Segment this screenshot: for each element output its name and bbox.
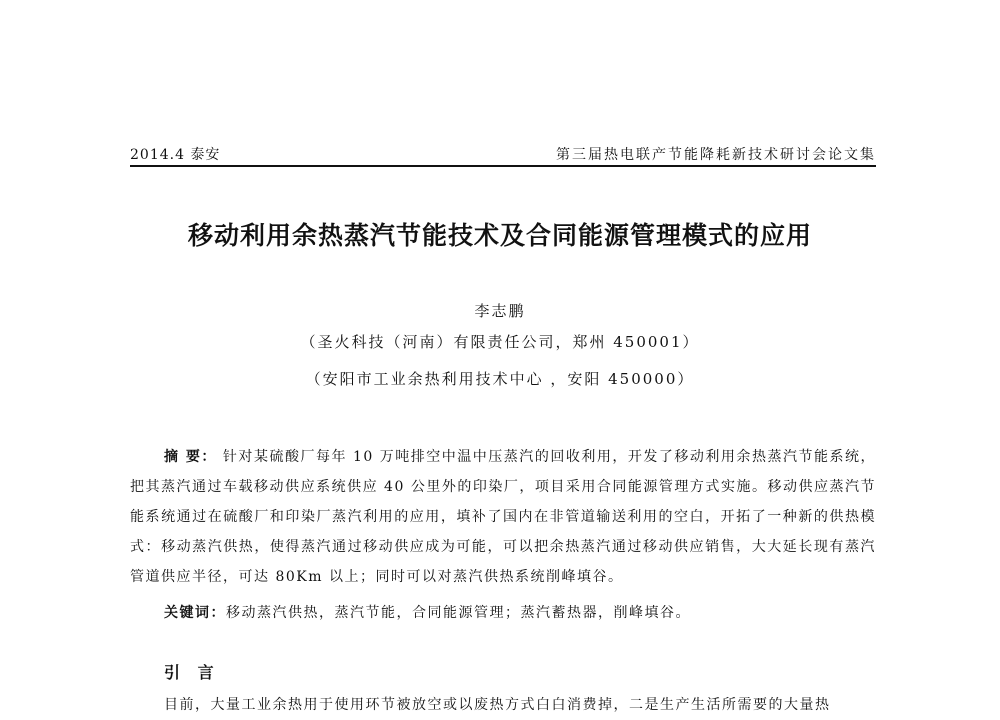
abstract-label: 摘 要： xyxy=(164,449,217,465)
section-heading-introduction: 引 言 xyxy=(164,663,220,682)
abstract-text: 针对某硫酸厂每年 10 万吨排空中温中压蒸汽的回收利用，开发了移动利用余热蒸汽节能系统，把其蒸汽通过车载移动供应系统供应 40 公里外的印染厂，项目采用合同能源管理方式实施。移动供应蒸汽节能系统通过在硫酸厂和印染厂蒸汽利用的应用，填补了国内在非管道输送利用的空白，开拓了一种新的供热模式：移动蒸汽供热，使得蒸汽通过移动供应成为可能，可以把余热蒸汽通过移动供应销售，大大延长现有蒸汽管道供应半径，可达 80Km 以上；同时可以对蒸汽供热系统削峰填谷。 xyxy=(130,449,877,585)
keywords-label: 关键词： xyxy=(164,605,226,621)
author-name: 李志鹏 xyxy=(474,302,526,320)
affiliation-1: （圣火科技（河南）有限责任公司，郑州 450001） xyxy=(300,333,700,351)
paper-title: 移动利用余热蒸汽节能技术及合同能源管理模式的应用 xyxy=(187,221,812,250)
abstract xyxy=(130,442,876,592)
body-paragraph-partial: 目前，大量工业余热用于使用环节被放空或以废热方式白白消费掉，二是生产生活所需要的大量热 xyxy=(164,697,831,713)
running-header xyxy=(130,141,876,167)
keywords-text: 移动蒸汽供热，蒸汽节能，合同能源管理；蒸汽蓄热器，削峰填谷。 xyxy=(226,605,691,621)
affiliation-2: （安阳市工业余热利用技术中心 ，安阳 450000） xyxy=(305,370,695,388)
keywords xyxy=(164,598,876,628)
header-date-location: 2014.4 泰安 xyxy=(130,147,221,163)
header-proceedings-title: 第三届热电联产节能降耗新技术研讨会论文集 xyxy=(556,147,876,163)
